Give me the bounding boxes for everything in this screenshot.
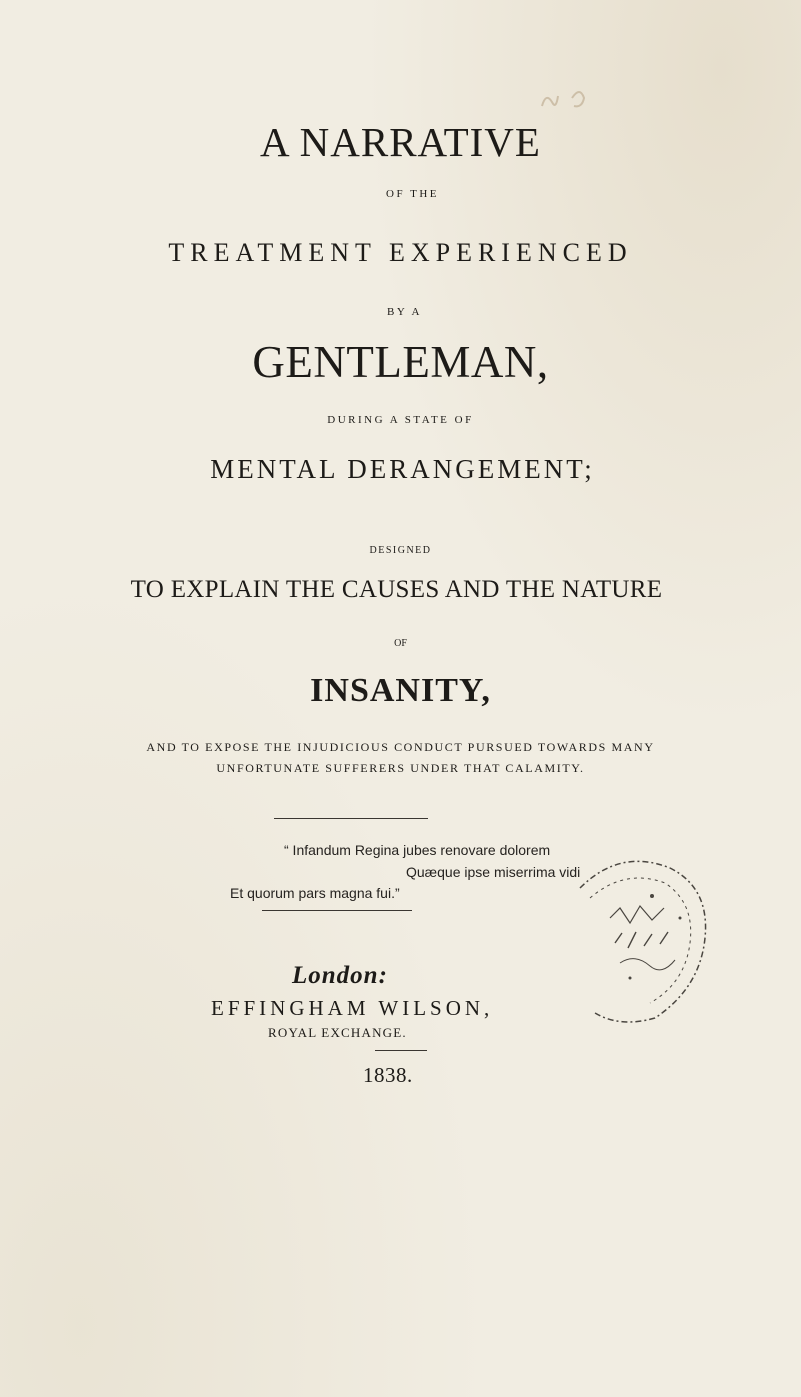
divider-rule-bottom (375, 1050, 427, 1051)
imprint-city: London: (292, 962, 388, 989)
epigraph-line-1: “ Infandum Regina jubes renovare dolorem (284, 842, 551, 858)
pencil-mark (528, 78, 592, 118)
title-mental-derangement: MENTAL DERANGEMENT; (210, 454, 595, 484)
title-treatment-experienced: TREATMENT EXPERIENCED (168, 238, 633, 267)
divider-rule-top (274, 818, 428, 819)
title-gentleman: GENTLEMAN, (252, 337, 549, 387)
imprint-publisher: EFFINGHAM WILSON, (211, 996, 494, 1020)
library-stamp-icon (560, 848, 710, 1028)
divider-rule-middle (262, 910, 412, 911)
title-expose-line-1: AND TO EXPOSE THE INJUDICIOUS CONDUCT PURSUED TOWARDS MANY (146, 740, 655, 754)
title-a-narrative: A NARRATIVE (260, 119, 541, 165)
imprint-year: 1838. (363, 1063, 413, 1087)
epigraph-line-2: Quæque ipse miserrima vidi (406, 864, 581, 880)
title-of: OF (394, 638, 407, 649)
epigraph-line-3: Et quorum pars magna fui.” (230, 885, 400, 901)
title-designed: DESIGNED (369, 545, 432, 556)
title-insanity: INSANITY, (310, 672, 491, 709)
title-explain-causes: TO EXPLAIN THE CAUSES AND THE NATURE (130, 576, 663, 603)
title-during-a-state-of: DURING A STATE OF (327, 414, 474, 426)
imprint-address: ROYAL EXCHANGE. (268, 1025, 407, 1040)
title-of-the: OF THE (386, 188, 439, 200)
title-expose-line-2: UNFORTUNATE SUFFERERS UNDER THAT CALAMITY. (216, 761, 585, 775)
title-by-a: BY A (387, 306, 422, 318)
